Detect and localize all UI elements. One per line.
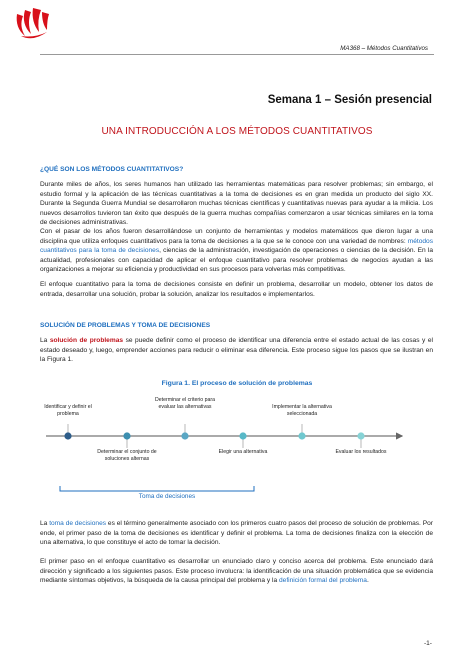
- paragraph-history: Durante miles de años, los seres humanos han utilizado las herramientas matemáticas para resolver problemas; sin embargo, el estudio formal y la aplicación de las técnicas cuantitativas a la toma de decisiones es en gran medida un producto del siglo XX. Durante la Segunda Guerra Mundial se desarrollaron muchas técnicas científicas y cuantitativas nuevas para ayudar a la milicia. Los nuevos desarrollos tuvieron tan éxito que después de la guerra muchas compañías comenzaron a usar técnicas similares en la toma de decisiones administrativas.: [40, 181, 433, 227]
- highlight-term: métodos cuantitativos para la toma de decisiones: [40, 237, 433, 255]
- figure-caption: Figura 1. El proceso de solución de problemas: [161, 380, 313, 387]
- paragraph-text: La: [40, 337, 50, 344]
- process-diagram: [40, 394, 434, 514]
- paragraph-text: se puede definir como el proceso de identificar una diferencia entre el estado actual de las cosas y el estado deseado y, luego, emprender acciones para reducir o eliminar esa diferencia. Este proceso sigue los pasos que se ilustran en la Figura 1.: [40, 337, 433, 364]
- paragraph-text: es el término generalmente asociado con los primeros cuatro pasos del proceso de solución de problemas. Por ende, el primer paso de la toma de decisiones es identificar y definir el problema. La toma de decisiones finaliza con la elección de una alternativa, lo que constituye el acto de tomar la decisión.: [40, 520, 433, 547]
- phase-label-toma-decisiones: Toma de decisiones: [138, 493, 196, 500]
- page-number: -1-: [423, 640, 432, 647]
- step-label-6: Evaluar los resultados: [335, 449, 387, 455]
- paragraph-solucion: [40, 336, 433, 365]
- section-heading-metodos: ¿QUÉ SON LOS MÉTODOS CUANTITATIVOS?: [40, 166, 184, 173]
- document-title: UNA INTRODUCCIÓN A LOS MÉTODOS CUANTITATIVOS: [101, 126, 373, 137]
- decision-bracket: [60, 486, 254, 491]
- highlight-term: solución de problemas: [49, 337, 124, 344]
- section-heading-solucion: SOLUCIÓN DE PROBLEMAS Y TOMA DE DECISIONES: [40, 322, 211, 329]
- paragraph-enunciado: [40, 557, 433, 586]
- step-dot-6: [357, 432, 364, 439]
- step-dot-3: [181, 432, 188, 439]
- upc-logo: [11, 6, 53, 42]
- highlight-term: definición formal del problema: [278, 577, 367, 585]
- paragraph-text: La: [40, 520, 50, 527]
- step-dot-4: [239, 432, 246, 439]
- week-title: Semana 1 – Sesión presencial: [267, 94, 432, 106]
- step-label-3: Determinar el criterio para evaluar las alternativas: [155, 397, 215, 410]
- step-dot-2: [123, 432, 130, 439]
- paragraph-text: Con el pasar de los años fueron desarrollándose un conjunto de herramientas y modelos matemáticos que dieron lugar a una disciplina que utiliza enfoques cuantitativos para la toma de decisiones a la que se le conoce con una variedad de nombres:: [40, 228, 433, 245]
- step-label-1: Identificar y definir el problema: [44, 404, 92, 417]
- step-dot-1: [64, 432, 71, 439]
- highlight-term: toma de decisiones: [49, 520, 107, 527]
- paragraph-text: .: [366, 577, 369, 585]
- step-label-2: Determinar el conjunto de soluciones alternas: [97, 449, 157, 462]
- header-divider: [40, 54, 434, 55]
- step-label-5: Implementar la alternativa seleccionada: [272, 404, 332, 417]
- paragraph-enfoque: El enfoque cuantitativo para la toma de decisiones consiste en definir un problema, desarrollar un modelo, obtener los datos de entrada, desarrollar una solución, probar la solución, analizar los resultados e implementarlos.: [40, 281, 433, 298]
- paragraph-text: , ciencias de la administración, investigación de operaciones o ciencias de la decisión. En la actualidad, profesionales con capacidad de aplicar el enfoque cuantitativo para resolver problemas de negocios ayudan a las organizaciones a mejorar su eficiencia y productividad en sus procesos para volverlas más competitivas.: [40, 247, 433, 274]
- course-caption: MA368 – Métodos Cuantitativos: [340, 45, 428, 52]
- paragraph-text: El primer paso en el enfoque cuantitativo es desarrollar un enunciado claro y conciso acerca del problema. Este enunciado dará dirección y significado a los siguientes pasos. Este proceso involucra: la identificación de una situación problemática que se evidencia mediante síntomas objetivos, la búsqueda de la causa principal del problema y la: [40, 558, 433, 585]
- step-dot-5: [298, 432, 305, 439]
- step-label-4: Elegir una alternativa: [218, 449, 268, 455]
- paragraph-discipline: [40, 227, 433, 275]
- paragraph-toma-decisiones: [40, 519, 433, 548]
